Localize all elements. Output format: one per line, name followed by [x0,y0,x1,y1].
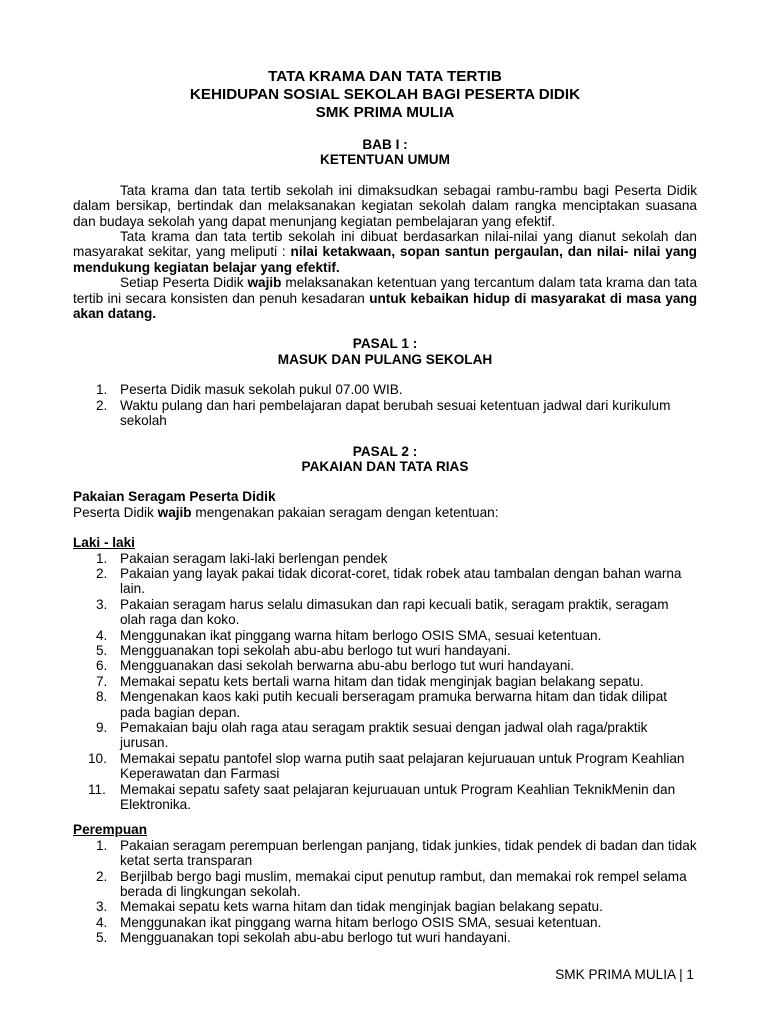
seragam-intro-c: mengenakan pakaian seragam dengan ketentuan: [191,504,499,520]
male-section-title: Laki - laki [73,535,135,551]
list-item-text: Pakaian seragam perempuan berlengan panjang, tidak junkies, tidak pendek di badan dan tidak ketat serta transparan [120,837,697,869]
title-line-2: KEHIDUPAN SOSIAL SEKOLAH BAGI PESERTA DIDIK [189,86,581,103]
list-item-text: Memakai sepatu pantofel slop warna putih saat pelajaran kejuruauan untuk Program Keahlian Keperawatan dan Farmasi [120,750,685,782]
pasal2-subheading: PAKAIAN DAN TATA RIAS [301,458,469,474]
list-item-text: Menggunakan ikat pinggang warna hitam berlogo OSIS SMA, sesuai ketentuan. [120,914,602,930]
bab1-paragraph-3-text-c: melaksanakan ketentuan yang tercantum dalam tata krama dan tata tertib ini secara konsisten dan penuh kesadaran [73,275,698,306]
list-item-text: Berjilbab bergo bagi muslim, memakai ciput penutup rambut, dan memakai rok rempel selama berada di lingkungan sekolah. [120,868,687,900]
pasal2-heading: PASAL 2 : [352,443,418,459]
title-line-1: TATA KRAMA DAN TATA TERTIB [268,68,502,85]
seragam-intro-a: Peserta Didik [73,504,158,520]
bab1-paragraph-3-bold: untuk kebaikan hidup di masyarakat di masa yang akan datang. [73,290,698,322]
male-list [73,551,697,813]
bab1-paragraph-2-text: Tata krama dan tata tertib sekolah ini dibuat berdasarkan nilai-nilai yang dianut sekolah dan masyarakat sekitar, yang meliputi : [73,229,697,260]
bab1-paragraph-1: Tata krama dan tata tertib sekolah ini dimaksudkan sebagai rambu-rambu bagi Peserta Didik dalam bersikap, bertindak dan melaksanakan kegiatan sekolah dalam rangka menciptakan suasana dan budaya sekolah yang dapat menunjang kegiatan pembelajaran yang efektif. [73,182,697,229]
list-item: 9. Pemakaian baju olah raga atau seragam praktik sesuai dengan jadwal olah raga/praktik jurusan. [96,720,648,751]
list-item-text: Memakai sepatu safety saat pelajaran kejuruauan untuk Program Keahlian TeknikMenin dan Elektronika. [120,781,676,813]
list-item: 3. Memakai sepatu kets warna hitam dan tidak menginjak bagian belakang sepatu. [96,899,603,915]
list-item: 4. Menggunakan ikat pinggang warna hitam berlogo OSIS SMA, sesuai ketentuan. [96,914,602,930]
list-item: 2. Pakaian yang layak pakai tidak dicorat-coret, tidak robek atau tambalan dengan bahan warna lain. [96,565,682,597]
list-item: 10. Memakai sepatu pantofel slop warna putih saat pelajaran kejuruauan untuk Program Keahlian Keperawatan dan Farmasi [88,750,685,782]
list-item: 1. Pakaian seragam perempuan berlengan panjang, tidak junkies, tidak pendek di badan dan tidak ketat serta transparan [96,837,697,869]
female-section-title: Perempuan [73,822,148,838]
bab1-paragraph-2-bold: nilai ketakwaan, sopan santun pergaulan, dan nilai- nilai yang mendukung kegiatan belajar yang efektif. [73,244,697,275]
bab1-paragraph-3-wajib: wajib [247,275,282,291]
list-item: 7. Memakai sepatu kets bertali warna hitam dan tidak menginjak bagian belakang sepatu. [96,673,644,689]
seragam-intro [73,505,697,520]
document-title [73,68,697,122]
bab1-paragraph-3-text-a: Setiap Peserta Didik [120,275,248,291]
bab1-subheading: KETENTUAN UMUM [320,152,450,168]
bab1-paragraph-2 [73,229,697,275]
bab1-paragraph-3 [73,275,697,321]
list-item: 4. Menggunakan ikat pinggang warna hitam berlogo OSIS SMA, sesuai ketentuan. [96,627,602,643]
pasal1-subheading: MASUK DAN PULANG SEKOLAH [277,351,493,367]
list-item: 1. Peserta Didik masuk sekolah pukul 07.00 WIB. [96,382,403,398]
list-item-text: Menggunakan ikat pinggang warna hitam berlogo OSIS SMA, sesuai ketentuan. [120,627,602,643]
list-item: 3. Pakaian seragam harus selalu dimasukan dan rapi kecuali batik, seragam praktik, seragam olah raga dan koko. [96,596,669,628]
bab1-heading: BAB I : [362,137,408,152]
page-footer: SMK PRIMA MULIA | 1 [555,967,694,982]
seragam-intro-wajib: wajib [157,504,192,520]
list-item: 5. Mengguanakan topi sekolah abu-abu berlogo tut wuri handayani. [96,642,511,658]
list-item: 8. Mengenakan kaos kaki putih kecuali berseragam pramuka berwarna hitam dan tidak dilipat pada bagian depan. [96,689,668,720]
list-item-text: Mengguanakan topi sekolah abu-abu berlogo tut wuri handayani. [120,930,511,946]
list-item: 2. Berjilbab bergo bagi muslim, memakai ciput penutup rambut, dan memakai rok rempel selama berada di lingkungan sekolah. [96,868,687,900]
list-item: 2. Waktu pulang dan hari pembelajaran dapat berubah sesuai ketentuan jadwal dari kurikulum sekolah [96,397,671,429]
section-title-seragam: Pakaian Seragam Peserta Didik [73,489,276,505]
list-item-text: Pemakaian baju olah raga atau seragam praktik sesuai dengan jadwal olah raga/praktik jurusan. [120,720,648,751]
list-item-text: Memakai sepatu kets bertali warna hitam dan tidak menginjak bagian belakang sepatu. [120,673,644,689]
list-item: 6. Mengguanakan dasi sekolah berwarna abu-abu berlogo tut wuri handayani. [96,658,575,674]
list-item-text: Peserta Didik masuk sekolah pukul 07.00 WIB. [120,382,403,398]
female-list [73,838,697,946]
title-line-3: SMK PRIMA MULIA [315,104,455,121]
list-item: 1. Pakaian seragam laki-laki berlengan pendek [96,550,388,566]
list-item-text: Waktu pulang dan hari pembelajaran dapat berubah sesuai ketentuan jadwal dari kurikulum sekolah [120,397,671,429]
list-item-text: Pakaian seragam harus selalu dimasukan dan rapi kecuali batik, seragam praktik, seragam olah raga dan koko. [120,596,669,628]
pasal1-list [73,382,697,428]
list-item-text: Mengenakan kaos kaki putih kecuali berseragam pramuka berwarna hitam dan tidak dilipat pada bagian depan. [120,689,668,720]
document-content [73,68,697,946]
pasal1-heading: PASAL 1 : [352,336,418,352]
list-item-text: Mengguanakan topi sekolah abu-abu berlogo tut wuri handayani. [120,642,511,658]
list-item: 11. Memakai sepatu safety saat pelajaran kejuruauan untuk Program Keahlian TeknikMenin dan Elektronika. [88,781,676,813]
list-item-text: Pakaian yang layak pakai tidak dicorat-coret, tidak robek atau tambalan dengan bahan warna lain. [120,565,682,597]
list-item-text: Memakai sepatu kets warna hitam dan tidak menginjak bagian belakang sepatu. [120,899,603,915]
list-item-text: Pakaian seragam laki-laki berlengan pendek [120,550,388,566]
list-item: 5. Mengguanakan topi sekolah abu-abu berlogo tut wuri handayani. [96,930,511,946]
list-item-text: Mengguanakan dasi sekolah berwarna abu-abu berlogo tut wuri handayani. [120,658,575,674]
